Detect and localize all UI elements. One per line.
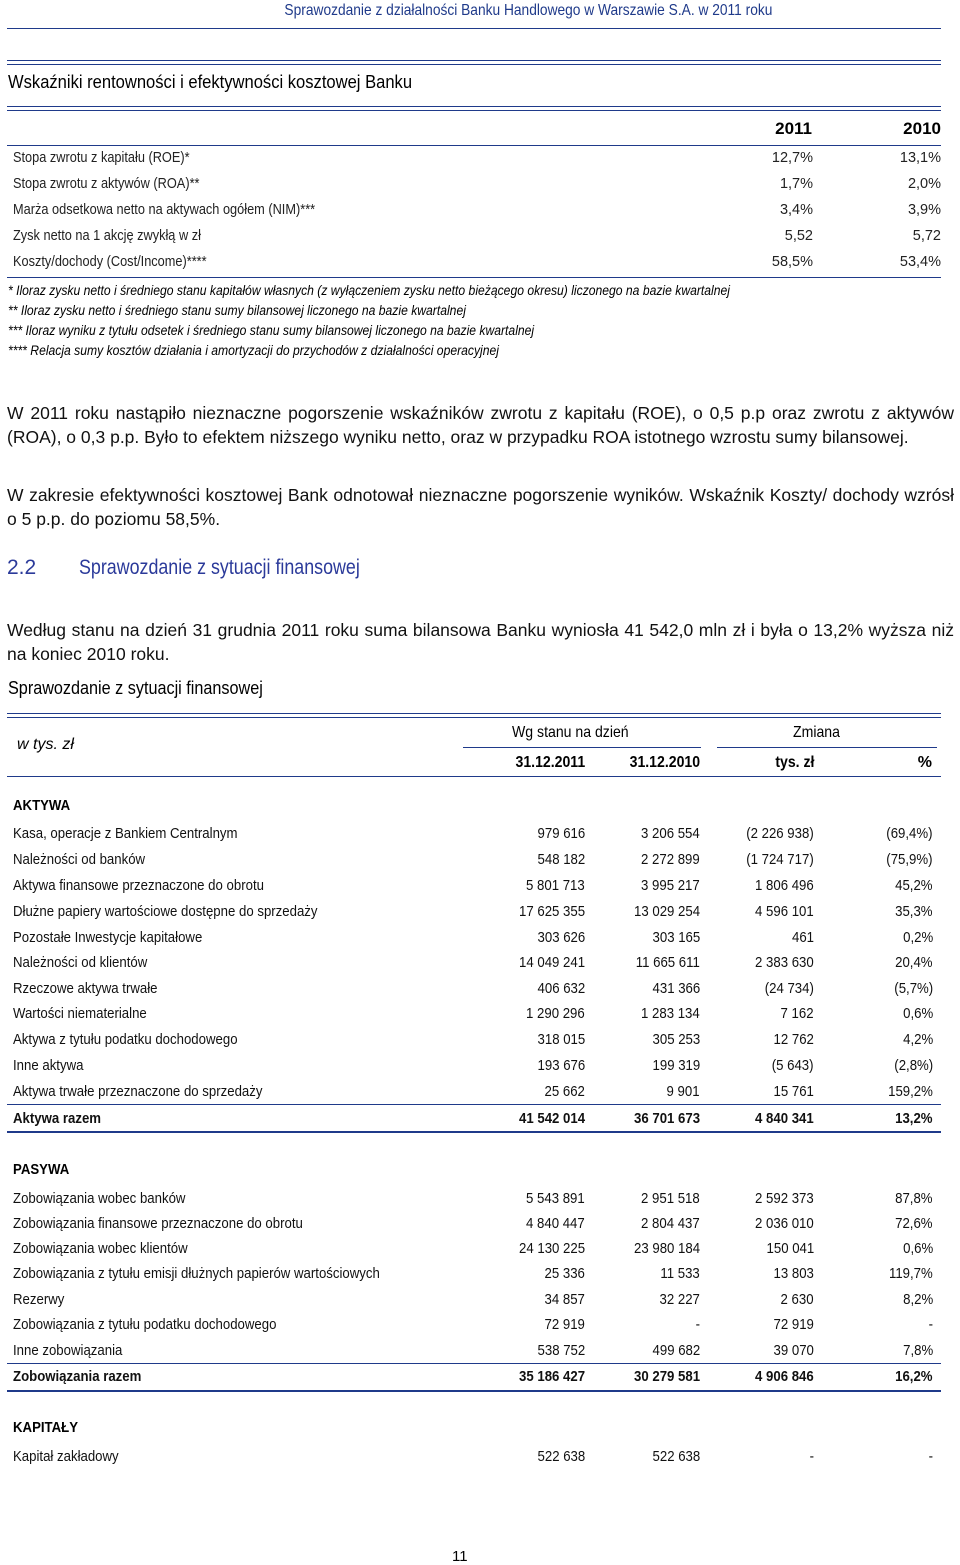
footnote-cost-income: **** Relacja sumy kosztów działania i amortyzacji do przychodów z działalności operacyjnej — [8, 343, 499, 358]
change-abs: (1 724 717) — [746, 851, 814, 868]
group-state-header — [512, 724, 645, 742]
group-change-label: Zmiana — [793, 724, 840, 741]
value-2011: 35 186 427 — [518, 1368, 585, 1385]
value-2010: 3 995 217 — [641, 877, 700, 894]
liabilities-total-top-rule — [7, 1363, 941, 1364]
group-change-rule — [717, 747, 937, 748]
row-label: Aktywa z tytułu podatku dochodowego — [13, 1031, 238, 1048]
ratio-value-2010: 5,72 — [912, 228, 941, 244]
row-label: Aktywa trwałe przeznaczone do sprzedaży — [13, 1083, 263, 1100]
row-label: Pozostałe Inwestycje kapitałowe — [13, 929, 203, 946]
ratio-value-2011: 58,5% — [771, 254, 813, 270]
change-abs: (24 734) — [764, 980, 814, 997]
value-2011: 72 919 — [544, 1316, 585, 1333]
col-change-pct-label: % — [917, 754, 932, 771]
change-abs: 150 041 — [766, 1240, 814, 1257]
ratios-head-rule — [7, 145, 941, 146]
value-2011: 538 752 — [537, 1342, 585, 1359]
footnote-nim: *** Iloraz wyniku z tytułu odsetek i średniego stanu sumy bilansowej liczonego na bazie kwartalnej — [8, 323, 535, 338]
change-abs: 4 906 846 — [755, 1368, 814, 1385]
row-label: Kapitał zakładowy — [13, 1448, 119, 1465]
change-pct: 4,2% — [902, 1031, 933, 1048]
footnote-roe: * Iloraz zysku netto i średniego stanu kapitałów własnych (z wyłączeniem zysku netto bieżącego okresu) liczonego na bazie kwartalnej — [8, 283, 730, 298]
row-label: Zobowiązania razem — [13, 1368, 142, 1385]
value-2010: 9 901 — [666, 1083, 700, 1100]
value-2011: 17 625 355 — [518, 903, 585, 920]
change-pct: 0,6% — [902, 1240, 933, 1257]
row-label: Należności od banków — [13, 851, 146, 868]
value-2011: 24 130 225 — [518, 1240, 585, 1257]
col-change-pct-header — [918, 754, 932, 772]
ratio-row — [13, 254, 943, 276]
ratio-row — [13, 202, 943, 224]
ratio-value-2011: 3,4% — [779, 202, 813, 218]
row-label: Aktywa finansowe przeznaczone do obrotu — [13, 877, 264, 894]
change-abs: 1 806 496 — [755, 877, 814, 894]
row-label: Rezerwy — [13, 1291, 65, 1308]
value-2010: 199 319 — [652, 1057, 700, 1074]
change-pct: 45,2% — [895, 877, 933, 894]
ratio-label: Zysk netto na 1 akcję zwykłą w zł — [13, 228, 201, 244]
row-label: Zobowiązania z tytułu emisji dłużnych papierów wartościowych — [13, 1265, 380, 1282]
value-2010: 303 165 — [652, 929, 700, 946]
value-2011: 979 616 — [537, 825, 585, 842]
change-abs: 4 596 101 — [755, 903, 814, 920]
paragraph-roe-roa: W 2011 roku nastąpiło nieznaczne pogorszenie wskaźników zwrotu z kapitału (ROE), o 0,5 p.p oraz zwrotu z aktywów (ROA), o 0,3 p.p. Było to efektem niższego wyniku netto, oraz w przypadku ROA istotnego wzrostu sumy bilansowej. — [7, 403, 954, 447]
row-label: Kasa, operacje z Bankiem Centralnym — [13, 825, 238, 842]
ratio-label: Stopa zwrotu z aktywów (ROA)** — [13, 176, 200, 192]
value-2010: 2 272 899 — [641, 851, 700, 868]
value-2010: 13 029 254 — [633, 903, 700, 920]
change-pct: 8,2% — [902, 1291, 933, 1308]
ratio-value-2011: 12,7% — [771, 150, 813, 166]
ratio-value-2011: 1,7% — [779, 176, 813, 192]
row-label: Zobowiązania wobec klientów — [13, 1240, 188, 1257]
change-pct: 16,2% — [895, 1368, 933, 1385]
change-abs: 2 036 010 — [755, 1215, 814, 1232]
paragraph-cost-efficiency: W zakresie efektywności kosztowej Bank odnotował nieznaczne pogorszenie wyników. Wskaźnik Koszty/ dochody wzrósł o 5 p.p. do poziomu 58,5%. — [7, 485, 954, 529]
change-abs: 2 592 373 — [755, 1190, 814, 1207]
value-2010: 522 638 — [652, 1448, 700, 1465]
change-abs: 2 383 630 — [755, 954, 814, 971]
row-label: Zobowiązania z tytułu podatku dochodowego — [13, 1316, 277, 1333]
ratio-label: Stopa zwrotu z kapitału (ROE)* — [13, 150, 190, 166]
change-abs: 461 — [791, 929, 814, 946]
value-2010: 36 701 673 — [633, 1110, 700, 1127]
value-2011: 5 801 713 — [526, 877, 585, 894]
value-2011: 41 542 014 — [518, 1110, 585, 1127]
value-2010: 11 533 — [660, 1265, 700, 1282]
col-2010-header — [620, 754, 700, 772]
change-pct: (75,9%) — [886, 851, 933, 868]
section-rule-top — [7, 60, 941, 65]
change-pct: 0,6% — [902, 1005, 933, 1022]
value-2010: - — [695, 1316, 700, 1333]
col-change-abs-label: tys. zł — [774, 754, 814, 771]
table-title: Sprawozdanie z sytuacji finansowej — [8, 678, 263, 698]
value-2011: 303 626 — [537, 929, 585, 946]
change-pct: 119,7% — [889, 1265, 933, 1282]
assets-total-bottom-rule — [7, 1131, 941, 1133]
assets-heading: AKTYWA — [13, 797, 71, 814]
col-2011-label: 31.12.2011 — [515, 754, 585, 771]
value-2011: 1 290 296 — [526, 1005, 585, 1022]
change-pct: 35,3% — [895, 903, 933, 920]
ratio-label: Marża odsetkowa netto na aktywach ogółem (NIM)*** — [13, 202, 316, 218]
section-title: Sprawozdanie z sytuacji finansowej — [79, 556, 360, 579]
ratios-title: Wskaźniki rentowności i efektywności kosztowej Banku — [8, 72, 413, 92]
row-label: Zobowiązania wobec banków — [13, 1190, 186, 1207]
ratio-label: Koszty/dochody (Cost/Income)**** — [13, 254, 207, 270]
change-abs: 39 070 — [773, 1342, 814, 1359]
value-2010: 32 227 — [659, 1291, 700, 1308]
value-2010: 23 980 184 — [633, 1240, 700, 1257]
value-2011: 34 857 — [544, 1291, 585, 1308]
row-label: Dłużne papiery wartościowe dostępne do sprzedaży — [13, 903, 318, 920]
row-label: Zobowiązania finansowe przeznaczone do obrotu — [13, 1215, 303, 1232]
row-label: Należności od klientów — [13, 954, 148, 971]
ratio-value-2011: 5,52 — [784, 228, 813, 244]
running-header: Sprawozdanie z działalności Banku Handlowego w Warszawie S.A. w 2011 roku — [284, 2, 772, 19]
group-state-rule — [463, 747, 701, 748]
change-pct: 13,2% — [895, 1110, 933, 1127]
value-2010: 305 253 — [652, 1031, 700, 1048]
row-label: Inne zobowiązania — [13, 1342, 123, 1359]
change-pct: 87,8% — [895, 1190, 933, 1207]
change-abs: 7 162 — [780, 1005, 814, 1022]
col-2010-label: 31.12.2010 — [629, 754, 700, 771]
page-number: 11 — [452, 1548, 468, 1565]
unit-label: w tys. zł — [17, 736, 74, 753]
value-2010: 1 283 134 — [641, 1005, 700, 1022]
ratio-value-2010: 53,4% — [899, 254, 941, 270]
change-abs: (2 226 938) — [746, 825, 814, 842]
header-rule — [7, 28, 941, 29]
change-abs: 4 840 341 — [755, 1110, 814, 1127]
ratio-value-2010: 13,1% — [899, 150, 941, 166]
change-pct: 20,4% — [895, 954, 933, 971]
value-2010: 11 665 611 — [635, 954, 700, 971]
change-abs: 15 761 — [773, 1083, 814, 1100]
fin-table-top-rule — [7, 713, 941, 718]
equity-heading: KAPITAŁY — [13, 1419, 79, 1436]
value-2011: 548 182 — [537, 851, 585, 868]
change-abs: 13 803 — [773, 1265, 814, 1282]
liabilities-heading: PASYWA — [13, 1161, 70, 1178]
col-change-abs-header — [770, 754, 814, 772]
row-label: Aktywa razem — [13, 1110, 102, 1127]
value-2010: 499 682 — [652, 1342, 700, 1359]
change-pct: - — [928, 1448, 933, 1465]
value-2011: 4 840 447 — [526, 1215, 585, 1232]
change-pct: (69,4%) — [886, 825, 933, 842]
value-2011: 193 676 — [537, 1057, 585, 1074]
group-state-label: Wg stanu na dzień — [512, 724, 629, 741]
value-2011: 14 049 241 — [518, 954, 585, 971]
value-2011: 522 638 — [537, 1448, 585, 1465]
change-abs: 12 762 — [773, 1031, 814, 1048]
value-2011: 318 015 — [537, 1031, 585, 1048]
row-label: Wartości niematerialne — [13, 1005, 147, 1022]
assets-total-top-rule — [7, 1104, 941, 1105]
value-2011: 5 543 891 — [526, 1190, 585, 1207]
section-rule-bottom — [7, 106, 941, 111]
header-bottom-rule — [7, 776, 941, 777]
row-label: Inne aktywa — [13, 1057, 84, 1074]
ratios-year-current: 2011 — [775, 119, 812, 138]
change-pct: (5,7%) — [894, 980, 933, 997]
footnote-roa: ** Iloraz zysku netto i średniego stanu sumy bilansowej liczonego na bazie kwartalnej — [8, 303, 466, 318]
change-pct: 72,6% — [895, 1215, 933, 1232]
change-pct: - — [928, 1316, 933, 1333]
ratios-year-prev: 2010 — [903, 119, 941, 138]
ratio-row — [13, 176, 943, 198]
change-pct: 7,8% — [902, 1342, 933, 1359]
change-pct: (2,8%) — [894, 1057, 933, 1074]
change-abs: (5 643) — [772, 1057, 814, 1074]
value-2011: 25 336 — [544, 1265, 585, 1282]
value-2010: 2 804 437 — [641, 1215, 700, 1232]
change-abs: 72 919 — [773, 1316, 814, 1333]
ratio-value-2010: 2,0% — [907, 176, 941, 192]
value-2010: 3 206 554 — [641, 825, 700, 842]
value-2011: 25 662 — [544, 1083, 585, 1100]
col-2011-header — [506, 754, 585, 772]
value-2010: 431 366 — [652, 980, 700, 997]
row-label: Rzeczowe aktywa trwałe — [13, 980, 158, 997]
ratios-bottom-rule — [7, 277, 941, 278]
value-2011: 406 632 — [537, 980, 585, 997]
ratio-value-2010: 3,9% — [907, 202, 941, 218]
change-abs: 2 630 — [780, 1291, 814, 1308]
section-number: 2.2 — [7, 556, 37, 579]
value-2010: 30 279 581 — [633, 1368, 700, 1385]
value-2010: 2 951 518 — [641, 1190, 700, 1207]
group-change-header — [793, 724, 846, 742]
ratio-row — [13, 150, 943, 172]
change-pct: 0,2% — [902, 929, 933, 946]
ratio-row — [13, 228, 943, 250]
paragraph-balance-sum: Według stanu na dzień 31 grudnia 2011 roku suma bilansowa Banku wyniosła 41 542,0 mln zł i była o 13,2% wyższa niż na koniec 2010 roku. — [7, 620, 954, 664]
change-pct: 159,2% — [888, 1083, 933, 1100]
liabilities-total-bottom-rule — [7, 1390, 941, 1392]
change-abs: - — [809, 1448, 814, 1465]
